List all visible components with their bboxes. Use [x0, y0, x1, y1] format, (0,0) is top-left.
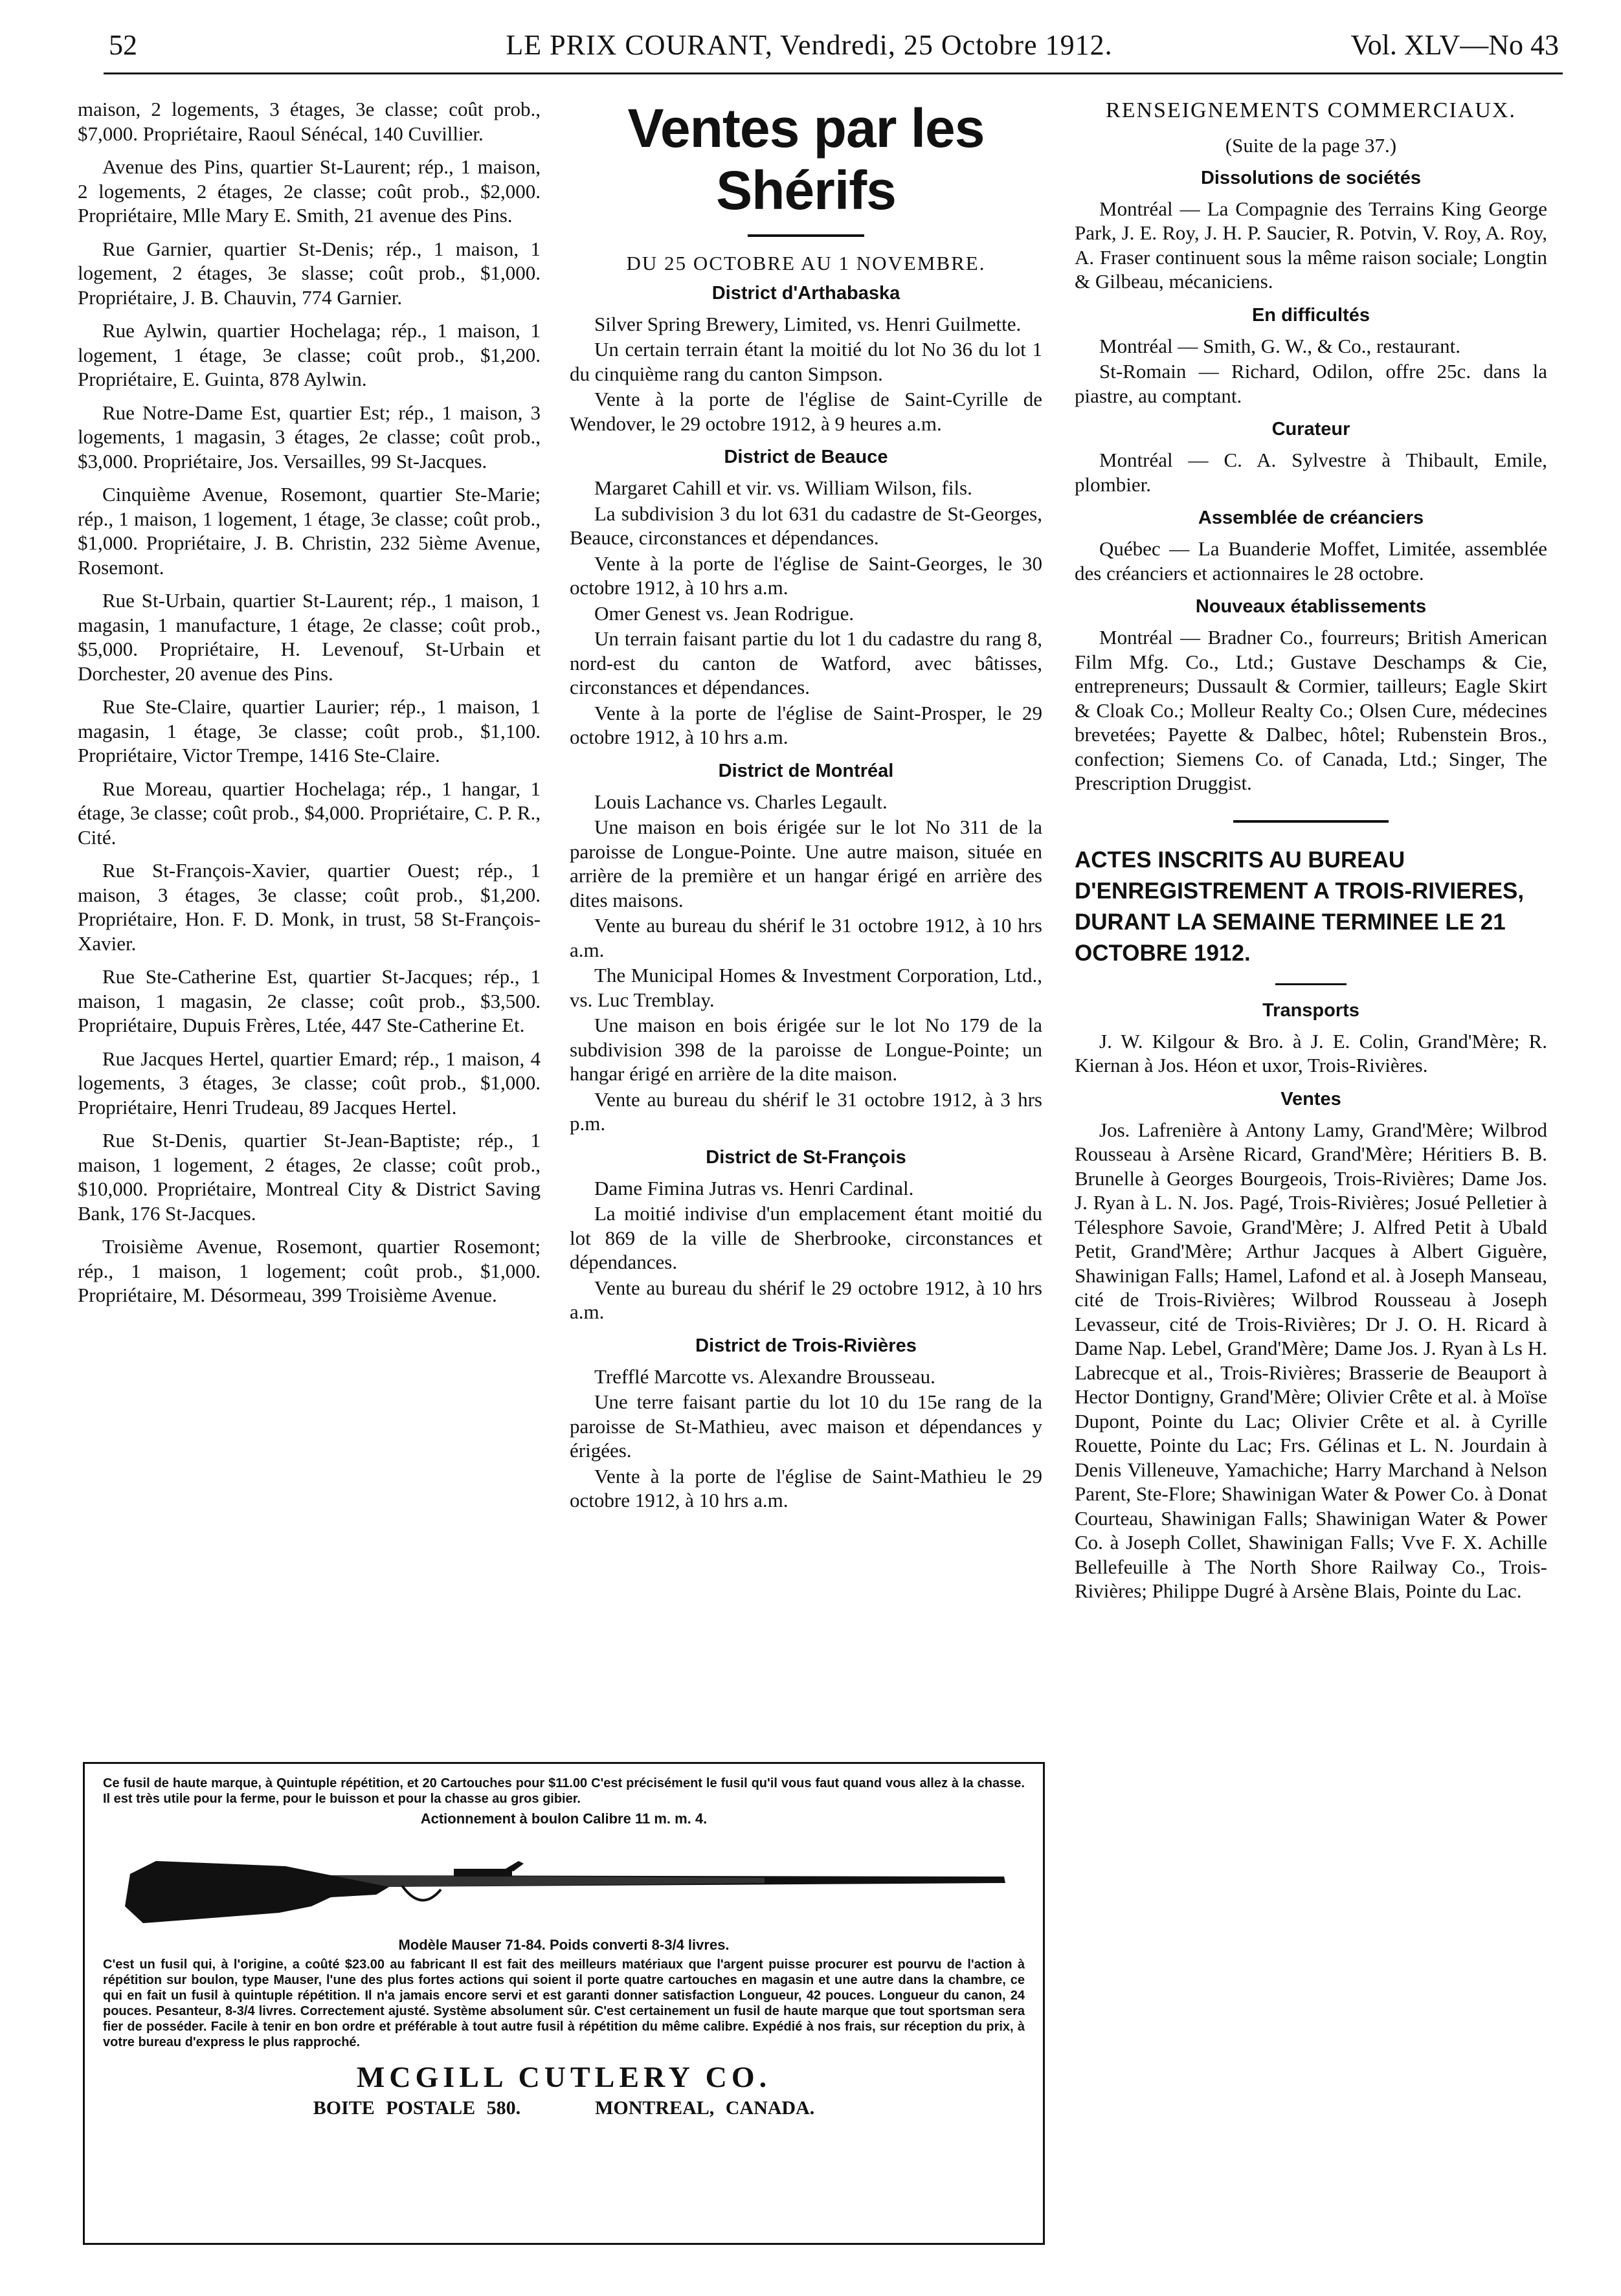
column-sheriff-sales	[570, 97, 1042, 1522]
case-parties: Dame Fimina Jutras vs. Henri Cardinal.	[594, 1176, 914, 1199]
case-description: La subdivision 3 du lot 631 du cadastre de St-Georges, Beauce, circonstances et dépendances.	[570, 502, 1042, 549]
notice-entry: Montréal — Bradner Co., fourreurs; British American Film Mfg. Co., Ltd.; Gustave Deschamps & Cie, entrepreneurs; Dussault & Cormier, tailleurs; Eagle Skirt & Cloak Co.; Molleur Realty Co.; Olsen Cure, médecines brevetées; Payette & Dalbec, hôtel; Rubenstein Bros., confection; Siemens Co. of Canada, Ltd.; Singer, The Prescription Druggist.	[1075, 626, 1547, 794]
subsection-title: Ventes	[1280, 1088, 1341, 1109]
rifle-advertisement	[83, 1762, 1045, 2245]
ad-intro: Ce fusil de haute marque, à Quintuple répétition, et 20 Cartouches pour $11.00 C'est précisément le fusil qu'il vous faut quand vous allez à la chasse. Il est très utile pour la ferme, pour le buisson et pour la chasse au gros gibier.	[103, 1776, 1025, 1806]
notice-entry: Montréal — C. A. Sylvestre à Thibault, Emile, plombier.	[1075, 449, 1547, 496]
continuation-note: (Suite de la page 37.)	[1225, 134, 1397, 157]
ad-postbox: BOITE POSTALE 580.	[313, 2097, 521, 2119]
district-title: District d'Arthabaska	[711, 282, 900, 304]
date-range: DU 25 OCTOBRE AU 1 NOVEMBRE.	[626, 252, 986, 274]
permit-entry: Rue Moreau, quartier Hochelaga; rép., 1 hangar, 1 étage, 3e classe; coût prob., $4,000. Propriétaire, C. P. R., Cité.	[78, 777, 541, 849]
permit-entry: maison, 2 logements, 3 étages, 3e classe; coût prob., $7,000. Propriétaire, Raoul Sénécal, 140 Cuvillier.	[78, 98, 541, 145]
case-description: Une terre faisant partie du lot 10 du 15e rang de la paroisse de St-Mathieu, avec maison et dépendances y érigées.	[570, 1390, 1042, 1462]
section-rule	[1233, 820, 1389, 823]
subsection-title: Nouveaux établissements	[1195, 596, 1427, 617]
case-description: Une maison en bois érigée sur le lot No 179 de la subdivision 398 de la paroisse de Longue-Pointe; un hangar érigé en arrière de la dite maison.	[570, 1014, 1042, 1085]
subsection-title: Transports	[1262, 999, 1359, 1021]
header-rule	[104, 72, 1563, 74]
section-heading: RENSEIGNEMENTS COMMERCIAUX.	[1106, 98, 1516, 122]
subsection-title: Curateur	[1271, 419, 1350, 440]
sale-details: Vente à la porte de l'église de Saint-Georges, le 30 octobre 1912, à 10 hrs a.m.	[570, 552, 1042, 599]
masthead-title: LE PRIX COURANT, Vendredi, 25 Octobre 1912.	[506, 29, 1113, 61]
notice-entry: St-Romain — Richard, Odilon, offre 25c. dans la piastre, au comptant.	[1075, 360, 1547, 407]
permit-entry: Rue St-Urbain, quartier St-Laurent; rép., 1 maison, 1 magasin, 1 manufacture, 1 étage, 2e classe; coût prob., $5,000. Propriétaire, H. Levenouf, St-Urbain et Dorchester, 20 avenue des Pins.	[78, 589, 541, 685]
case-description: La moitié indivise d'un emplacement étant moitié du lot 869 de la ville de Sherbrooke, circonstances et dépendances.	[570, 1202, 1042, 1273]
subsection-title: Dissolutions de sociétés	[1200, 167, 1422, 188]
sale-details: Vente à la porte de l'église de Saint-Prosper, le 29 octobre 1912, à 10 hrs a.m.	[570, 701, 1042, 748]
case-description: Une maison en bois érigée sur le lot No 311 de la paroisse de Longue-Pointe. Une autre maison, située en arrière de la première et un hangar érigé en arrière des dites maisons.	[570, 816, 1042, 911]
case-parties: Louis Lachance vs. Charles Legault.	[594, 790, 888, 813]
case-parties: Silver Spring Brewery, Limited, vs. Henri Guilmette.	[594, 312, 1022, 335]
column-commercial-info	[1075, 97, 1547, 1612]
page-number: 52	[109, 29, 137, 61]
section-headline: Ventes par les Shérifs	[627, 98, 985, 221]
case-description: Un certain terrain étant la moitié du lot No 36 du lot 1 du cinquième rang du canton Simpson.	[570, 338, 1042, 385]
notice-entry: Montréal — Smith, G. W., & Co., restaurant.	[1099, 334, 1460, 357]
permit-entry: Rue Aylwin, quartier Hochelaga; rép., 1 maison, 1 logement, 1 étage, 3e classe; coût prob., $1,200. Propriétaire, E. Guinta, 878 Aylwin.	[78, 319, 541, 390]
case-parties: Margaret Cahill et vir. vs. William Wilson, fils.	[594, 476, 972, 499]
ad-city: MONTREAL, CANADA.	[595, 2097, 815, 2119]
district-title: District de Beauce	[724, 447, 888, 467]
permit-entry: Rue St-Denis, quartier St-Jean-Baptiste; rép., 1 maison, 1 logement, 2 étages, 2e classe; coût prob., $10,000. Propriétaire, Montreal City & District Saving Bank, 176 St-Jacques.	[78, 1129, 541, 1225]
district-title: District de Trois-Rivières	[695, 1335, 917, 1356]
sale-details: Vente à la porte de l'église de Saint-Mathieu le 29 octobre 1912, à 10 hrs a.m.	[570, 1464, 1042, 1511]
notice-entry: Québec — La Buanderie Moffet, Limitée, assemblée des créanciers et actionnaires le 28 octobre.	[1075, 537, 1547, 585]
sale-details: Vente au bureau du shérif le 29 octobre 1912, à 10 hrs a.m.	[570, 1276, 1042, 1323]
case-parties: The Municipal Homes & Investment Corporation, Ltd., vs. Luc Tremblay.	[570, 964, 1042, 1011]
registry-heading: ACTES INSCRITS AU BUREAU D'ENREGISTREMENT A TROIS-RIVIERES, DURANT LA SEMAINE TERMINEE LE 21 OCTOBRE 1912.	[1075, 847, 1525, 966]
case-parties: Omer Genest vs. Jean Rodrigue.	[594, 601, 855, 625]
ad-action-line: Actionnement à boulon Calibre 11 m. m. 4.	[420, 1811, 708, 1827]
sale-details: Vente au bureau du shérif le 31 octobre 1912, à 3 hrs p.m.	[570, 1087, 1042, 1135]
section-rule	[1275, 983, 1347, 985]
subsection-title: En difficultés	[1251, 304, 1370, 326]
permit-entry: Troisième Avenue, Rosemont, quartier Rosemont; rép., 1 maison, 1 logement; coût prob., $1,000. Propriétaire, M. Désormeau, 399 Troisième Avenue.	[78, 1235, 541, 1306]
permit-entry: Rue Jacques Hertel, quartier Emard; rép., 1 maison, 4 logements, 3 étages, 3e classe; coût prob., $1,000. Propriétaire, Henri Trudeau, 89 Jacques Hertel.	[78, 1047, 541, 1119]
column-building-permits	[78, 97, 541, 1317]
permit-entry: Rue St-François-Xavier, quartier Ouest; rép., 1 maison, 3 étages, 3e classe; coût prob., $1,200. Propriétaire, Hon. F. D. Monk, in trust, 58 St-François-Xavier.	[78, 859, 541, 955]
case-parties: Trefflé Marcotte vs. Alexandre Brousseau.	[594, 1365, 935, 1388]
volume-number: Vol. XLV—No 43	[1350, 29, 1559, 61]
permit-entry: Rue Notre-Dame Est, quartier Est; rép., 1 maison, 3 logements, 1 magasin, 3 étages, 2e classe; coût prob., $3,000. Propriétaire, Jos. Versailles, 99 St-Jacques.	[78, 401, 541, 473]
transfer-entry: J. W. Kilgour & Bro. à J. E. Colin, Grand'Mère; R. Kiernan à Jos. Héon et uxor, Trois-Rivières.	[1075, 1029, 1547, 1076]
rifle-icon	[117, 1835, 1011, 1932]
subsection-title: Assemblée de créanciers	[1198, 507, 1424, 528]
sales-entry: Jos. Lafrenière à Antony Lamy, Grand'Mère; Wilbrod Rousseau à Arsène Ricard, Grand'Mère; Héritiers B. B. Brunelle à Georges Bourgeois, Trois-Rivières; Dame Jos. J. Ryan à L. N. Jos. Pagé, Trois-Rivières; Josué Pelletier à Télesphore Savoie, Grand'Mère; J. Alfred Petit à Ubald Petit, Grand'Mère; Arthur Jacques à Albert Giguère, Shawinigan Falls; Hamel, Lafond et al. à Joseph Manseau, cité de Trois-Rivières; Wilbrod Rousseau à Joseph Levasseur, cité de Trois-Rivières; Dr J. O. H. Ricard à Dame Nap. Lebel, Grand'Mère; Dame Jos. J. Ryan à Ls H. Labrecque et al., Trois-Rivières; Brasserie de Beauport à Hector Dontigny, Grand'Mère; Olivier Crête et al. à Moïse Dupont, Pointe du Lac; Olivier Crête et al. à Cyrille Rouette, Pointe du Lac; Frs. Gélinas et L. N. Jourdain à Denis Villeneuve, Yamachiche; Harry Marchand à Nelson Parent, Ste-Flore; Shawinigan Water & Power Co. à Donat Courteau, Shawinigan Falls; Shawinigan Water & Power Co. à Joseph Collet, Shawinigan Falls; Vve F. X. Achille Bellefeuille à The North Shore Railway Co., Trois-Rivières; Philippe Dugré à Arsène Blais, Pointe du Lac.	[1075, 1118, 1547, 1602]
permit-entry: Rue Ste-Claire, quartier Laurier; rép., 1 maison, 1 magasin, 1 étage, 3e classe; coût prob., $1,100. Propriétaire, Victor Trempe, 1416 Ste-Claire.	[78, 695, 541, 766]
permit-entry: Cinquième Avenue, Rosemont, quartier Ste-Marie; rép., 1 maison, 1 logement, 1 étage, 3e classe; coût prob., $1,000. Propriétaire, J. B. Christin, 232 5ième Avenue, Rosemont.	[78, 483, 541, 579]
case-description: Un terrain faisant partie du lot 1 du cadastre du rang 8, nord-est du canton de Watford, avec bâtisses, circonstances et dépendances.	[570, 627, 1042, 698]
permit-entry: Rue Ste-Catherine Est, quartier St-Jacques; rép., 1 maison, 1 magasin, 2e classe; coût prob., $3,500. Propriétaire, Dupuis Frères, Ltée, 447 Ste-Catherine Et.	[78, 965, 541, 1036]
ad-company-name: MCGILL CUTLERY CO.	[356, 2060, 772, 2093]
permit-entry: Avenue des Pins, quartier St-Laurent; rép., 1 maison, 2 logements, 2 étages, 2e classe; coût prob., $2,000. Propriétaire, Mlle Mary E. Smith, 21 avenue des Pins.	[78, 155, 541, 227]
ad-model-line: Modèle Mauser 71-84. Poids converti 8-3/4 livres.	[398, 1937, 730, 1953]
sale-details: Vente au bureau du shérif le 31 octobre 1912, à 10 hrs a.m.	[570, 914, 1042, 961]
district-title: District de Montréal	[718, 760, 894, 781]
ad-address	[85, 2095, 1043, 2121]
district-title: District de St-François	[706, 1146, 906, 1168]
section-rule	[748, 234, 864, 237]
notice-entry: Montréal — La Compagnie des Terrains King George Park, J. E. Roy, J. H. P. Saucier, R. Potvin, V. Roy, A. Roy, A. Fraser continuent sous la même raison sociale; Longtin & Gilbeau, mécaniciens.	[1075, 197, 1547, 293]
sale-details: Vente à la porte de l'église de Saint-Cyrille de Wendover, le 29 octobre 1912, à 9 heures a.m.	[570, 388, 1042, 435]
permit-entry: Rue Garnier, quartier St-Denis; rép., 1 maison, 1 logement, 2 étages, 3e slasse; coût prob., $1,000. Propriétaire, J. B. Chauvin, 774 Garnier.	[78, 237, 541, 309]
ad-description: C'est un fusil qui, à l'origine, a coûté $23.00 au fabricant Il est fait des meilleurs matériaux que l'argent puisse procurer est pourvu de l'action à répétition sur boulon, type Mauser, l'une des plus fortes actions qui soient il porte quatre cartouches en magasin et une autre dans la chambre, ce qui en fait un fusil à quintuple répétition. Il n'a jamais encore servi et est garanti donner satisfaction Longueur, 42 pouces. Longueur du canon, 24 pouces. Pesanteur, 8-3/4 livres. Correctement ajusté. Système absolument sûr. C'est certainement un fusil de haute marque que tout sportsman sera fier de posséder. Facile à tenir en bon ordre et préférable à tout autre fusil à répétition du même calibre. Expédié à nos frais, sur réception du prix, à votre bureau d'express le plus rapproché.	[103, 1957, 1025, 2049]
